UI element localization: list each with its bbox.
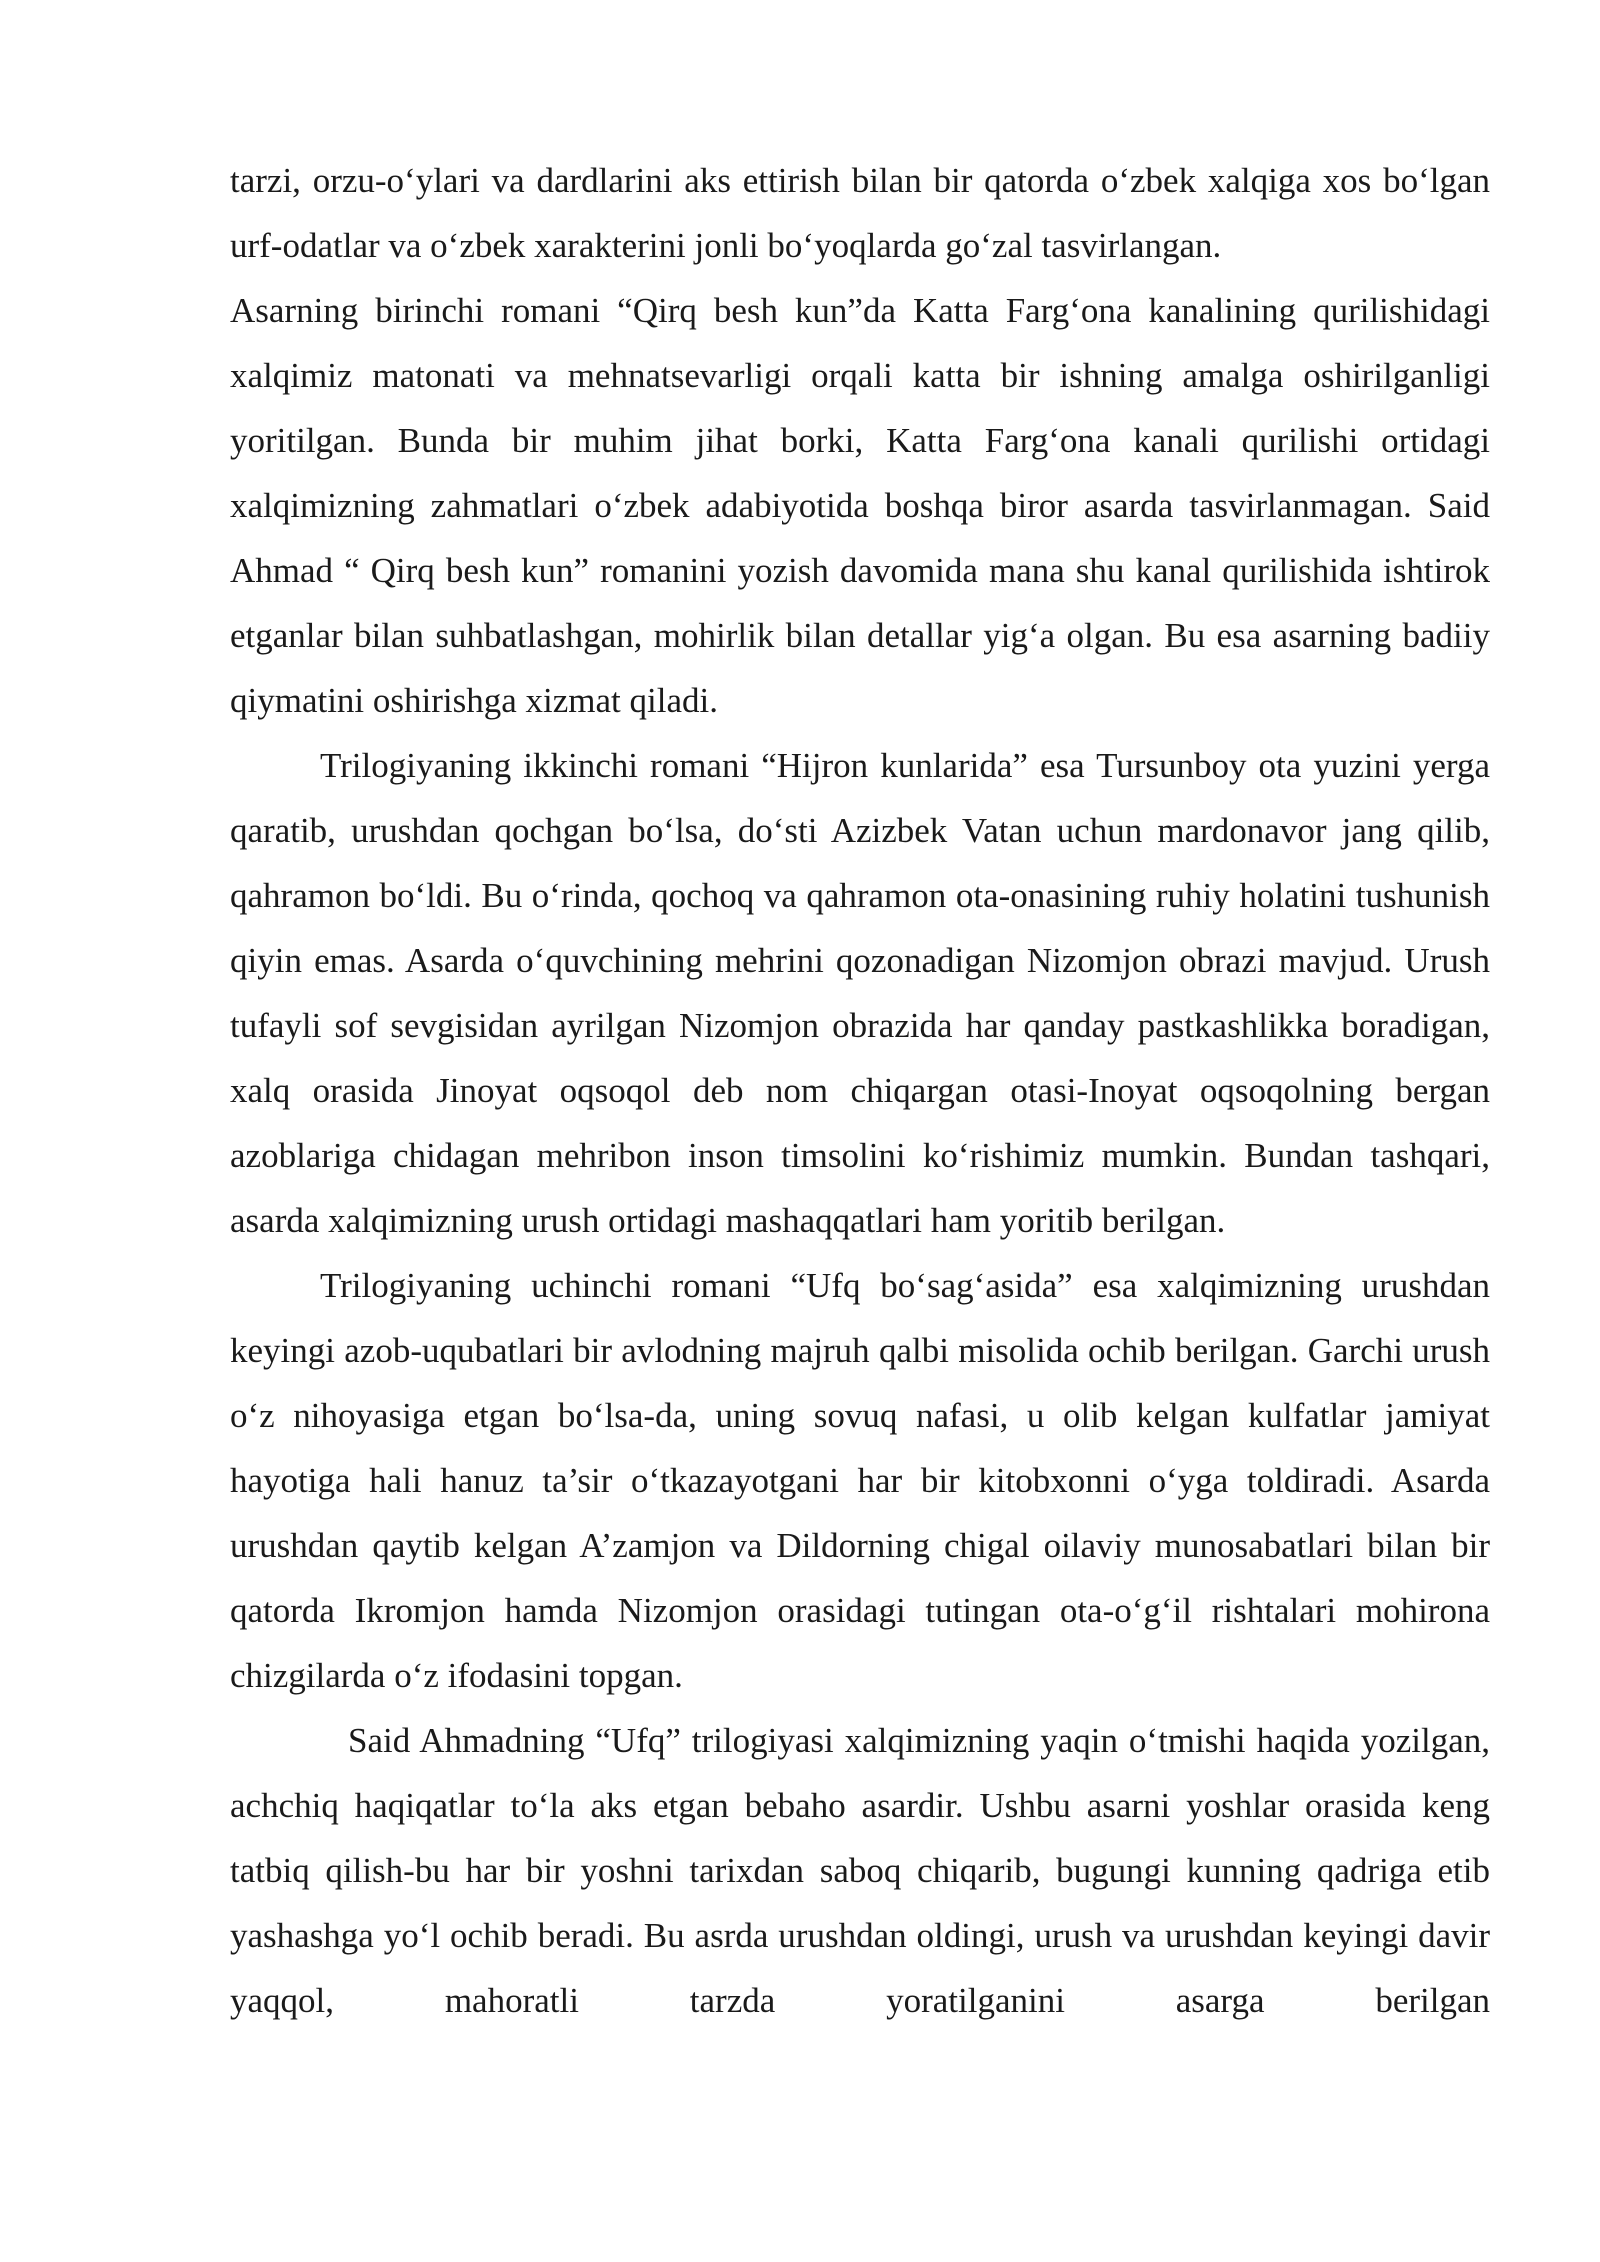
paragraph-third-novel: Trilogiyaning uchinchi romani “Ufq bo‘sag‘asida” esa xalqimizning urushdan keyingi azob-uqubatlari bir avlodning majruh qalbi misolida ochib berilgan. Garchi urush o‘z nihoyasiga etgan bo‘lsa-da, uning sovuq nafasi, u olib kelgan kulfatlar jamiyat hayotiga hali hanuz ta’sir o‘tkazayotgani har bir kitobxonni o‘yga toldiradi. Asarda urushdan qaytib kelgan A’zamjon va Dildorning chigal oilaviy munosabatlari bilan bir qatorda Ikromjon hamda Nizomjon orasidagi tutingan ota-o‘g‘il rishtalari mohirona chizgilarda o‘z ifodasini topgan. (230, 1266, 1490, 1695)
paragraph-first-novel: Asarning birinchi romani “Qirq besh kun”da Katta Farg‘ona kanalining qurilishidagi xalqimiz matonati va mehnatsevarligi orqali katta bir ishning amalga oshirilganligi yoritilgan. Bunda bir muhim jihat borki, Katta Farg‘ona kanali qurilishi ortidagi xalqimizning zahmatlari o‘zbek adabiyotida boshqa biror asarda tasvirlanmagan. Said Ahmad “ Qirq besh kun” romanini yozish davomida mana shu kanal qurilishida ishtirok etganlar bilan suhbatlashgan, mohirlik bilan detallar yig‘a olgan. Bu esa asarning badiiy qiymatini oshirishga xizmat qiladi. (230, 291, 1490, 720)
paragraph-second-novel: Trilogiyaning ikkinchi romani “Hijron kunlarida” esa Tursunboy ota yuzini yerga qaratib, urushdan qochgan bo‘lsa, do‘sti Azizbek Vatan uchun mardonavor jang qilib, qahramon bo‘ldi. Bu o‘rinda, qochoq va qahramon ota-onasining ruhiy holatini tushunish qiyin emas. Asarda o‘quvchining mehrini qozonadigan Nizomjon obrazi mavjud. Urush tufayli sof sevgisidan ayrilgan Nizomjon obrazida har qanday pastkashlikka boradigan, xalq orasida Jinoyat oqsoqol deb nom chiqargan otasi-Inoyat oqsoqolning bergan azoblariga chidagan mehribon inson timsolini ko‘rishimiz mumkin. Bundan tashqari, asarda xalqimizning urush ortidagi mashaqqatlari ham yoritib berilgan. (230, 746, 1490, 1240)
document-page (230, 148, 1490, 2033)
paragraph-continuation: tarzi, orzu-o‘ylari va dardlarini aks ettirish bilan bir qatorda o‘zbek xalqiga xos bo‘lgan urf-odatlar va o‘zbek xarakterini jonli bo‘yoqlarda go‘zal tasvirlangan. (230, 161, 1490, 265)
paragraph-conclusion: Said Ahmadning “Ufq” trilogiyasi xalqimizning yaqin o‘tmishi haqida yozilgan, achchiq haqiqatlar to‘la aks etgan bebaho asardir. Ushbu asarni yoshlar orasida keng tatbiq qilish-bu har bir yoshni tarixdan saboq chiqarib, bugungi kunning qadriga etib yashashga yo‘l ochib beradi. Bu asrda urushdan oldingi, urush va urushdan keyingi davir yaqqol, mahoratli tarzda yoratilganini asarga berilgan (230, 1721, 1490, 2020)
